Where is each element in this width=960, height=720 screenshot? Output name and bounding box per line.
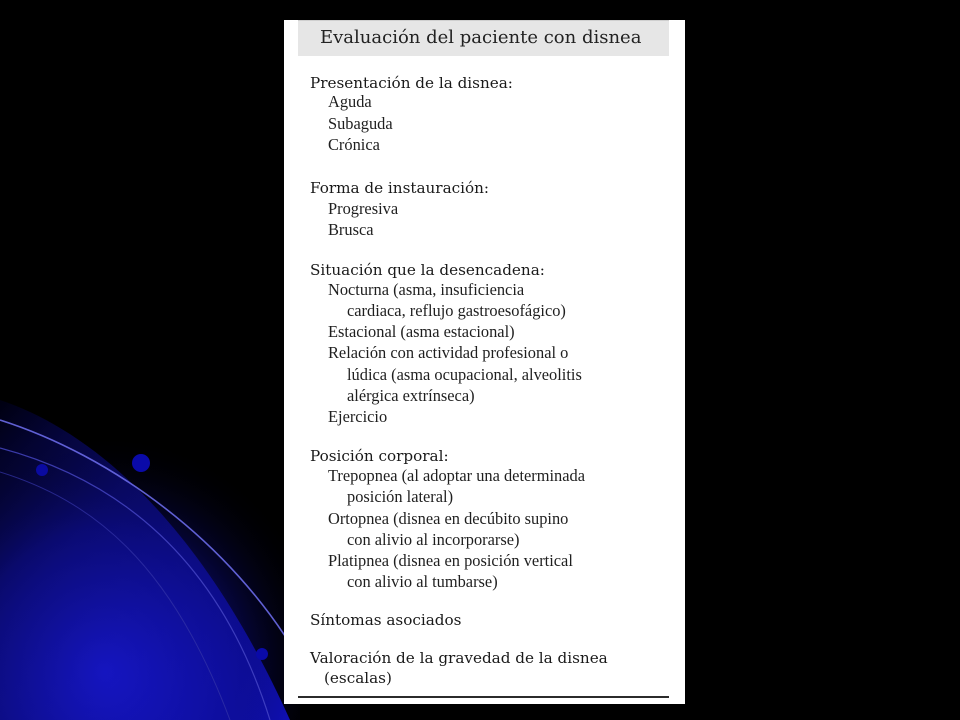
card-title: Evaluación del paciente con disnea — [320, 27, 642, 48]
list-item: Progresiva — [328, 199, 399, 218]
list-item: Aguda — [328, 92, 372, 111]
section-heading-presentation: Presentación de la disnea: — [310, 74, 513, 92]
list-item: Relación con actividad profesional o — [328, 343, 569, 362]
section-heading-body-position: Posición corporal: — [310, 447, 449, 465]
list-item-continuation: alérgica extrínseca) — [347, 386, 475, 405]
list-item: Subaguda — [328, 114, 393, 133]
dyspnea-evaluation-card — [284, 20, 685, 704]
list-item-continuation: con alivio al tumbarse) — [347, 572, 498, 591]
list-item-continuation: con alivio al incorporarse) — [347, 530, 520, 549]
list-item: Ortopnea (disnea en decúbito supino — [328, 509, 569, 528]
list-item: Trepopnea (al adoptar una determinada — [328, 466, 585, 485]
list-item: Crónica — [328, 135, 380, 154]
list-item: Ejercicio — [328, 407, 388, 426]
card-content — [284, 20, 685, 704]
section-heading-associated-symptoms: Síntomas asociados — [310, 611, 462, 629]
list-item: Estacional (asma estacional) — [328, 322, 515, 341]
section-heading-onset: Forma de instauración: — [310, 179, 490, 197]
list-item: Platipnea (disnea en posición vertical — [328, 551, 573, 570]
section-heading-severity: Valoración de la gravedad de la disnea — [310, 649, 608, 667]
list-item-continuation: posición lateral) — [347, 487, 454, 506]
bottom-rule — [298, 696, 669, 698]
list-item-continuation: lúdica (asma ocupacional, alveolitis — [347, 365, 582, 384]
list-item-continuation: cardiaca, reflujo gastroesofágico) — [347, 301, 566, 320]
list-item: Nocturna (asma, insuficiencia — [328, 280, 525, 299]
section-heading-severity-continuation: (escalas) — [324, 669, 392, 687]
section-heading-trigger: Situación que la desencadena: — [310, 261, 545, 279]
list-item: Brusca — [328, 220, 374, 239]
